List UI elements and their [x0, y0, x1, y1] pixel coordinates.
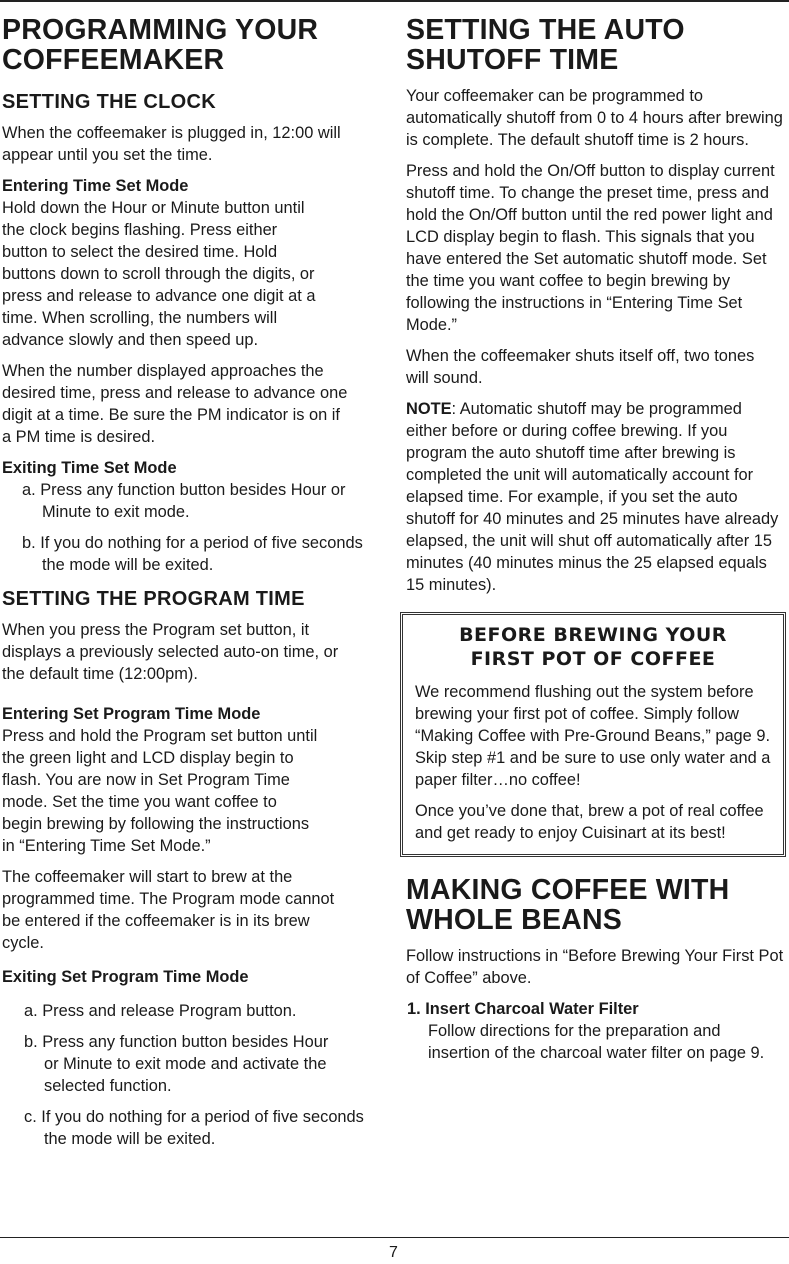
section-title-auto-shutoff: SETTING THE AUTO SHUTOFF TIME: [406, 14, 685, 76]
section-title-whole-beans: MAKING COFFEE WITH WHOLE BEANS: [406, 874, 730, 936]
approach-text: When the number displayed approaches the desired time, press and release to advance one digit at a time. Be sure the PM indicator is on if a PM time is desired.: [2, 362, 348, 446]
right-column: [406, 15, 786, 1064]
list-item: c. If you do nothing for a period of five seconds the mode will be exited.: [24, 1108, 364, 1148]
list-item: a. Press and release Program button.: [24, 1002, 297, 1020]
entering-time-set-text: Hold down the Hour or Minute button until the clock begins flashing. Press either button to select the desired time. Hold buttons down to scroll through the digits, or press and release to advance one digit at a time. When scrolling, the numbers will advance slowly and then speed up.: [2, 199, 316, 349]
callout-title-line-2: FIRST POT OF COFFEE: [470, 648, 716, 670]
shutoff-paragraph-2: Press and hold the On/Off button to display current shutoff time. To change the preset time, press and hold the On/Off button until the red power light and LCD display begin to flash. This signals that you have entered the Set automatic shutoff mode. Set the time you want coffee to begin brewing by following the instructions in “Entering Time Set Mode.”: [406, 162, 775, 334]
subheading-exiting-program: Exiting Set Program Time Mode: [2, 968, 249, 986]
section-heading-clock: SETTING THE CLOCK: [2, 91, 216, 113]
note-paragraph: [406, 398, 786, 596]
entering-program-text: Press and hold the Program set button until the green light and LCD display begin to flash. You are now in Set Program Time mode. Set the time you want coffee to begin brewing by following the instructions in “Entering Time Set Mode.”: [2, 727, 318, 855]
before-brewing-callout: [400, 612, 786, 857]
subheading-entering-time-set: Entering Time Set Mode: [2, 177, 189, 195]
subheading-entering-program: Entering Set Program Time Mode: [2, 705, 261, 723]
left-column: [2, 15, 380, 1150]
brew-cycle-text: The coffeemaker will start to brew at the programmed time. The Program mode cannot be entered if the coffeemaker is in its brew cycle.: [2, 868, 335, 952]
note-label: NOTE: [406, 400, 452, 418]
beans-intro: Follow instructions in “Before Brewing Your First Pot of Coffee” above.: [406, 947, 784, 987]
list-item: b. Press any function button besides Hour or Minute to exit mode and activate the selected function.: [24, 1033, 329, 1095]
bottom-rule: [0, 1237, 789, 1238]
program-intro: When you press the Program set button, it displays a previously selected auto-on time, or the default time (12:00pm).: [2, 621, 339, 683]
shutoff-paragraph-3: When the coffeemaker shuts itself off, two tones will sound.: [406, 347, 755, 387]
callout-paragraph-1: We recommend flushing out the system before brewing your first pot of coffee. Simply follow “Making Coffee with Pre-Ground Beans,” page 9. Skip step #1 and be sure to use only water and a paper filter…no coffee!: [415, 683, 771, 789]
callout-title-line-1: BEFORE BREWING YOUR: [459, 624, 727, 646]
step-1-heading: 1. Insert Charcoal Water Filter: [407, 1000, 639, 1018]
shutoff-paragraph-1: Your coffeemaker can be programmed to automatically shutoff from 0 to 4 hours after brewing is complete. The default shutoff time is 2 hours.: [406, 87, 783, 149]
note-text: : Automatic shutoff may be programmed either before or during coffee brewing. If you program the auto shutoff time after brewing is completed the unit will automatically account for elapsed time. For example, if you set the auto shutoff for 40 minutes and 25 minutes have already elapsed, the unit will shut off automatically after 15 minutes (40 minutes minus the 25 elapsed equals 15 minutes).: [406, 400, 779, 594]
step-1-text: Follow directions for the preparation and insertion of the charcoal water filter on page 9.: [428, 1022, 765, 1062]
page-number: 7: [389, 1244, 398, 1261]
list-item: b. If you do nothing for a period of five seconds the mode will be exited.: [22, 534, 363, 574]
list-item: a. Press any function button besides Hour or Minute to exit mode.: [22, 481, 346, 521]
section-heading-program: SETTING THE PROGRAM TIME: [2, 588, 305, 610]
clock-intro: When the coffeemaker is plugged in, 12:00 will appear until you set the time.: [2, 124, 341, 164]
top-rule: [0, 0, 789, 2]
subheading-exiting-time-set: Exiting Time Set Mode: [2, 459, 177, 477]
callout-paragraph-2: Once you’ve done that, brew a pot of real coffee and get ready to enjoy Cuisinart at its best!: [415, 802, 764, 842]
page-title: PROGRAMMING YOUR COFFEEMAKER: [2, 14, 319, 76]
callout-title: [415, 623, 771, 671]
